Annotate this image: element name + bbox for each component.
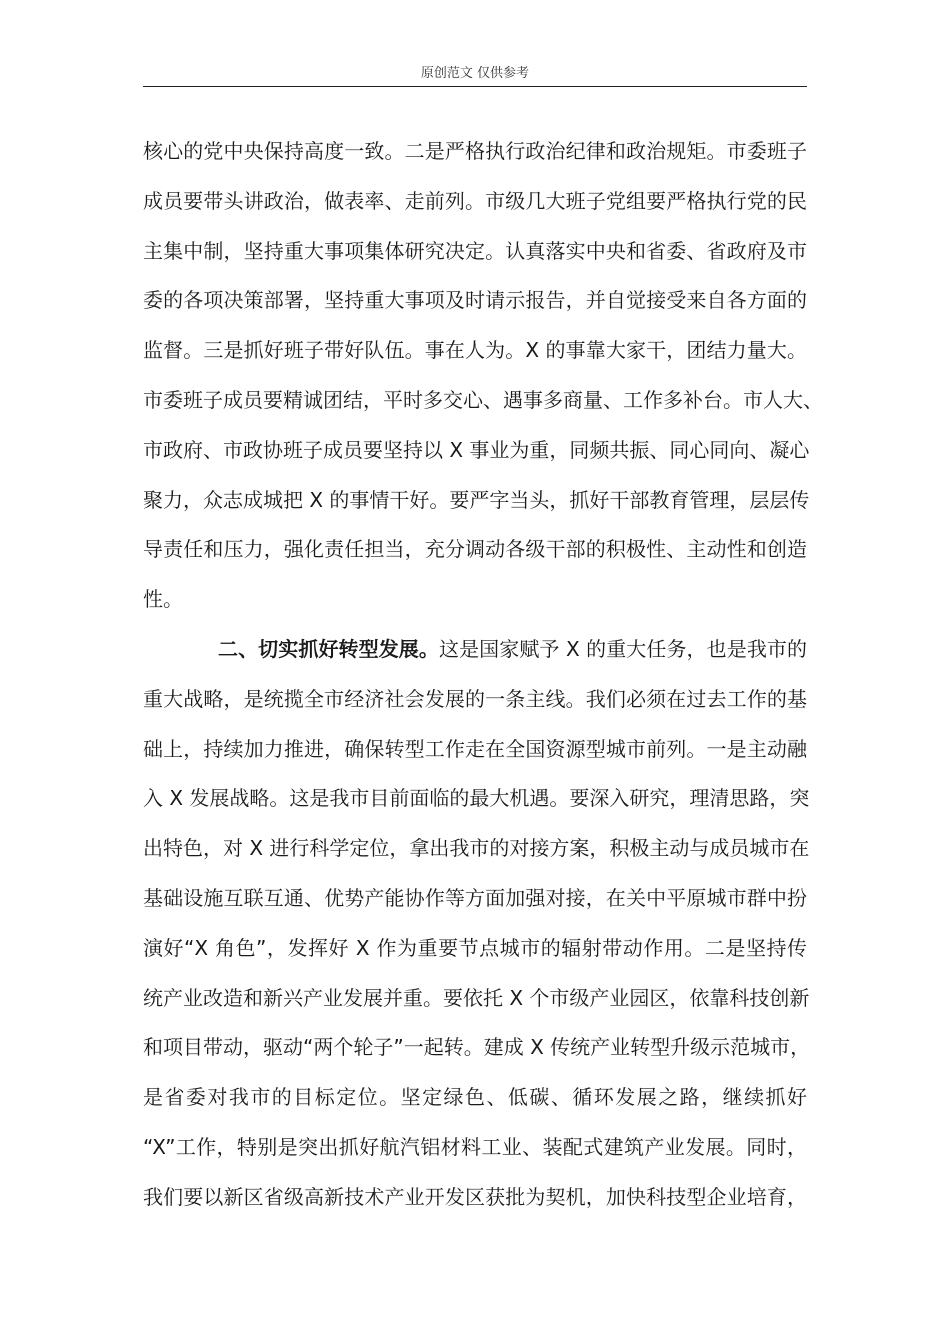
page-header: 原创范文 仅供参考 — [420, 66, 530, 81]
text-line: 导责任和压力，强化责任担当，充分调动各级干部的积极性、主动性和创造 — [143, 537, 807, 562]
text-line: 聚力，众志成城把 X 的事情干好。要严字当头，抓好干部教育管理，层层传 — [143, 487, 810, 512]
text-line: 重大战略，是统揽全市经济社会发展的一条主线。我们必须在过去工作的基 — [143, 686, 807, 711]
section-heading: 二、切实抓好转型发展。 — [218, 636, 439, 661]
text-line: 市政府、市政协班子成员要坚持以 X 事业为重，同频共振、同心同向、凝心 — [143, 437, 810, 462]
text-line: 演好“X 角色”，发挥好 X 作为重要节点城市的辐射带动作用。二是坚持传 — [143, 935, 807, 960]
text-line: 性。 — [143, 587, 183, 612]
text-line: 监督。三是抓好班子带好队伍。事在人为。X 的事靠大家干，团结力量大。 — [143, 338, 807, 363]
text-line: 统产业改造和新兴产业发展并重。要依托 X 个市级产业园区，依靠科技创新 — [143, 985, 810, 1010]
text-line: 成员要带头讲政治，做表率、走前列。市级几大班子党组要严格执行党的民 — [143, 188, 807, 213]
text-line: “X”工作，特别是突出抓好航汽铝材料工业、装配式建筑产业发展。同时， — [143, 1134, 807, 1159]
text-line: 核心的党中央保持高度一致。二是严格执行政治纪律和政治规矩。市委班子 — [143, 139, 807, 163]
section-text: 这是国家赋予 X 的重大任务，也是我市的 — [438, 636, 808, 661]
text-line: 入 X 发展战略。这是我市目前面临的最大机遇。要深入研究，理清思路，突 — [143, 786, 810, 811]
text-line: 我们要以新区省级高新技术产业开发区获批为契机，加快科技型企业培育， — [143, 1184, 807, 1209]
text-line: 市委班子成员要精诚团结，平时多交心、遇事多商量、工作多补台。市人大、 — [143, 387, 823, 412]
text-line: 委的各项决策部署，坚持重大事项及时请示报告，并自觉接受来自各方面的 — [143, 288, 807, 313]
document-body — [143, 127, 823, 1223]
text-line: 出特色，对 X 进行科学定位，拿出我市的对接方案，积极主动与成员城市在 — [143, 836, 810, 861]
text-line: 础上，持续加力推进，确保转型工作走在全国资源型城市前列。一是主动融 — [143, 736, 807, 761]
text-line: 基础设施互联互通、优势产能协作等方面加强对接，在关中平原城市群中扮 — [143, 885, 807, 910]
text-line: 主集中制，坚持重大事项集体研究决定。认真落实中央和省委、省政府及市 — [143, 238, 807, 263]
text-line: 是省委对我市的目标定位。坚定绿色、低碳、循环发展之路，继续抓好 — [143, 1085, 807, 1110]
header-divider — [143, 86, 807, 87]
text-line: 和项目带动，驱动“两个轮子”一起转。建成 X 传统产业转型升级示范城市， — [143, 1035, 811, 1060]
section-first-line — [143, 625, 807, 675]
